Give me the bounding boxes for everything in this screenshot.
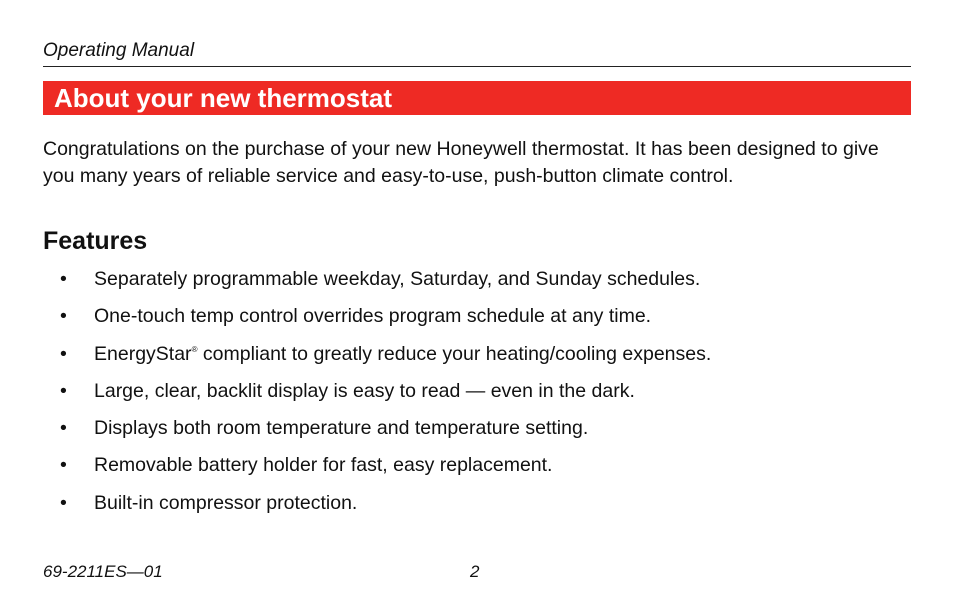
bullet: • <box>60 268 67 290</box>
bullet: • <box>60 305 67 328</box>
bullet: • <box>60 342 67 365</box>
header-rule <box>43 66 911 67</box>
energystar-description: compliant to greatly reduce your heating/cooling expenses. <box>197 342 712 365</box>
feature-text <box>94 341 711 367</box>
page-number: 2 <box>470 562 480 581</box>
feature-text: Displays both room temperature and temperature setting. <box>94 417 589 440</box>
feature-text: Large, clear, backlit display is easy to read — even in the dark. <box>94 379 635 402</box>
bullet: • <box>60 454 67 477</box>
energystar-name: EnergyStar <box>94 342 192 365</box>
page-header-title: Operating Manual <box>43 40 195 61</box>
intro-paragraph: Congratulations on the purchase of your new Honeywell thermostat. It has been designed to give you many years of reliable service and easy-to-use, push-button climate control. <box>43 138 879 187</box>
section-title: About your new thermostat <box>54 83 393 113</box>
feature-text: One-touch temp control overrides program schedule at any time. <box>94 305 652 328</box>
feature-text: Removable battery holder for fast, easy replacement. <box>94 454 553 477</box>
bullet: • <box>60 491 67 514</box>
feature-text: Built-in compressor protection. <box>94 491 358 514</box>
document-code: 69-2211ES—01 <box>43 562 163 581</box>
bullet: • <box>60 379 67 402</box>
features-heading: Features <box>43 227 148 255</box>
section-banner <box>43 81 911 115</box>
registered-mark: ® <box>191 344 198 354</box>
bullet: • <box>60 417 67 440</box>
feature-text: Separately programmable weekday, Saturday, and Sunday schedules. <box>94 268 701 290</box>
